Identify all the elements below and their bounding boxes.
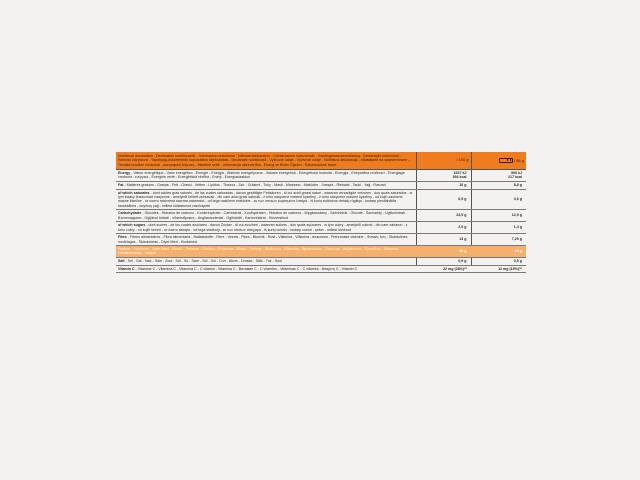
- row-label-bold: Fibre: [118, 235, 127, 240]
- value-per-serving: 7,20 g: [471, 234, 526, 246]
- value-per-serving: 1,4 g: [471, 222, 526, 234]
- value-per-serving: [471, 169, 526, 181]
- row-label-translations: - Protéines - Diyet lifleri - Eiweiß - Proteine - Eiwitten - Proteínas - Białko - Fehérje - Bielkoviny - Bílkoviny - Bjelančevine - Белтъци - Beljakovine - Πρωτεΐνες - Baltymai - Olbaltumvielas - Valgud: [118, 247, 401, 256]
- row-label: [116, 169, 416, 181]
- per-serving-label: / 55 g: [513, 157, 524, 163]
- row-label-bold: of which sugars: [118, 223, 146, 228]
- row-label: [116, 210, 416, 222]
- value-per-serving: 12 mg (15%)⁽¹⁾: [471, 265, 526, 273]
- nutrition-label: [116, 152, 526, 273]
- table-row-vitamin-c: [116, 265, 526, 273]
- value-per-100g: 6,5 g: [416, 189, 471, 210]
- table-row-fat: [116, 181, 526, 189]
- table-row-carbohydrate: [116, 210, 526, 222]
- row-label-bold: Fat: [118, 183, 124, 188]
- row-label-bold: Vitamin C: [118, 266, 135, 271]
- row-label: [116, 257, 416, 265]
- row-label-bold: Protein: [118, 247, 131, 252]
- value-line: 1647 kJ: [453, 171, 467, 176]
- table-row-salt: [116, 257, 526, 265]
- row-label: [116, 265, 416, 273]
- table-row-energy: [116, 169, 526, 181]
- value-per-100g: 36 g: [416, 246, 471, 258]
- row-label: [116, 222, 416, 234]
- value-per-serving: 12,9 g: [471, 210, 526, 222]
- row-label-translations: - Glucides - Hidratos de carbono - Kohlenhydrate - Carboidrati - Koolhydraten - Hidratos de carbono - Węglowodany - Szénhidrát - Glucide - Sacharidy - Uglikohidrati - Въглехидрати - Ogljikovi hidrati - υδατάνθρακες - Angliavandeniai - Ogļhidrāti - Karbonhidrat - Süsivesikud: [118, 211, 408, 220]
- row-label: [116, 189, 416, 210]
- row-label: [116, 181, 416, 189]
- row-label-translations: - Fibres alimentaires - Fibra alimentaria - Ballaststoffe - Fibre - Vezels - Fibra - Błonnik - Rost - Vláknina - Vláknina - влакнини - Prehranske vlaknine - Φυτικές ίνες - Skaidulinės medžiagos - Šķiedrvielas - Diyet lifleri - Kiudained: [118, 235, 408, 244]
- row-label-bold: Energy: [118, 171, 131, 176]
- row-label-translations: - dont acides gras saturés - de las cuales saturadas - davon gesättigte Fettsäuren - di cui acidi grassi saturi - waarvan verzadigde vetzuren - dos quais saturados - w tym kwasy tłuszczowe nasycone - amelyből telített zsírsavak - din care acizi grași saturați - z toho nasycené mastné kyseliny - z toho nasycené mastné kyseliny - od kojih zasićene masne kiseline - от които наситени мастни киселини - od tega nasičene maščobe - εκ των οποίων κορεσμένα λιπαρά - iš kurių sočiosios riebalų rūgštys - tostarp piesātinātās taukskābes - doymuş yağ - millest küllastunud rasvhapete: [118, 190, 413, 208]
- per-serving-header: [471, 152, 526, 169]
- header-title: Nutritional declaration - Déclaration nutritionnelle - Información nutricional - Nährwertdeklaration - Dichiarazione nutrizionale - Voedingswaardeverklaring - Declaração nutricional - Wartość odżywcza - Tápanyag-összetételük kapcsolatos tájékoztatás - Declarație nutrițională - Výživové údaje - Výživové údaje - Nutritivna deklaracija - обявяване на хранителните - Oznaka hranilne vrednosti - Διατροφική δήλωση - Maistinė vertė - Informacija uzturvertība - Energi ve Besin Öğeleri - Toitumisalane teave: [116, 152, 416, 169]
- row-label-bold: of which saturates: [118, 190, 150, 195]
- table-row-saturates: [116, 189, 526, 210]
- value-per-100g: 23,5 g: [416, 210, 471, 222]
- row-label-translations: - Matières grasses - Grasas - Fett - Grassi - Vetten - Lípidos - Tłuszcz - Zsír - Grăsimi - Tuky - Masti - Мазнини - Maščobe - Λιπαρά - Riebalai - Tauki - Yağ - Rasvad: [123, 183, 386, 188]
- value-per-100g: 0,9 g: [416, 257, 471, 265]
- header-row: [116, 152, 526, 169]
- value-per-serving: 20 g: [471, 246, 526, 258]
- table-row-sugars: [116, 222, 526, 234]
- value-per-100g: 13 g: [416, 234, 471, 246]
- value-line: 217 kcal: [508, 175, 522, 180]
- value-per-serving: 3,6 g: [471, 189, 526, 210]
- value-per-100g: 16 g: [416, 181, 471, 189]
- value-per-100g: [416, 169, 471, 181]
- value-per-serving: 0,5 g: [471, 257, 526, 265]
- value-per-serving: 8,8 g: [471, 181, 526, 189]
- value-per-100g: 2,5 g: [416, 222, 471, 234]
- value-line: 906 kJ: [511, 171, 522, 176]
- row-label-bold: Salt: [118, 259, 125, 264]
- row-label: [116, 234, 416, 246]
- table-row-fibre: [116, 234, 526, 246]
- row-label: [116, 246, 416, 258]
- table-row-protein: [116, 246, 526, 258]
- snack-pack-icon: [499, 158, 513, 163]
- row-label-translations: - Vitamine C - Vitamina C - Vitamina C - C vitamin - Vitamina C - Витамин С - C vitamīns - Vitaminas C - C vitamini - Βιταμίνη C - Vitamin C: [134, 266, 358, 271]
- value-per-100g: 22 mg (28%)⁽¹⁾: [416, 265, 471, 273]
- row-label-translations: - Valeur énergétique - Valor energético - Energie - Energia - Wartość energetyczna - Valoare energetică - Energetická hodnota - Energija - Енергийна стойност - Energiaga vrednost - ενέργεια - Energinė vertė - Enerģētiskā vērtība - Enerji - Energiasisaldus: [118, 171, 405, 180]
- value-line: 394 kcal: [452, 175, 467, 180]
- nutrition-table: [116, 152, 526, 273]
- row-label-translations: - dont sucres - de los cuales azúcares - davon Zucker - di cui zuccheri - waarvan suikers - dos quais açúcares - w tym cukry - amelyből cukrok - din care zaharuri - z toho cukry - od kojih šećeri - от които захари - od tega sladkorji - εκ των οποίων σάκχαρα - iš kurių cukrūs - tostarp cukuri - şeker - millest suhkrud: [118, 223, 408, 232]
- row-label-bold: Carbohydrate: [118, 211, 142, 216]
- row-label-translations: - Sel - Sal - Salz - Sale - Zout - Sól - Só - Sare - Sól - Sol - Сол - Akzrs - Druska - Sāls - Tuz - Sool: [124, 259, 282, 264]
- per-100g-header: / 100 g: [416, 152, 471, 169]
